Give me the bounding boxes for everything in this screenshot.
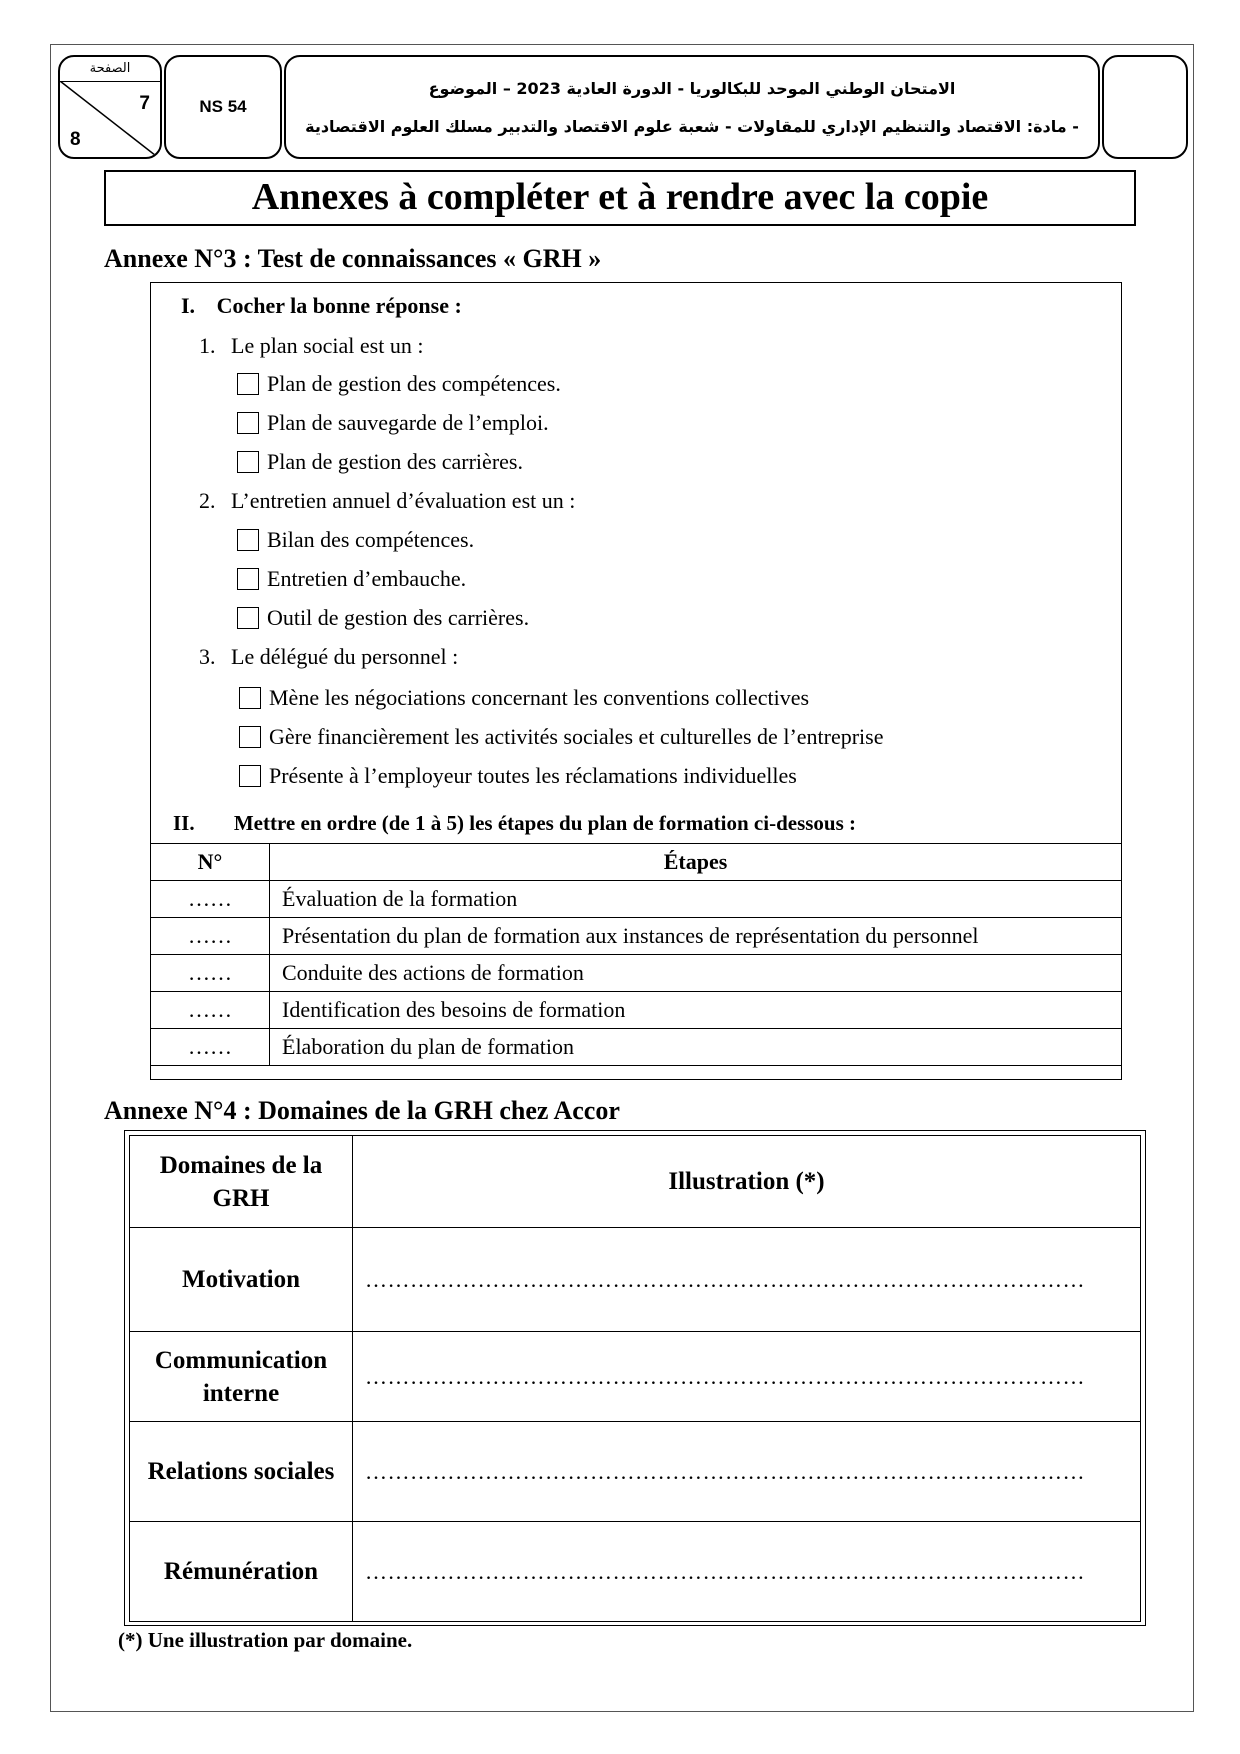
step-order-field[interactable]: ……	[151, 918, 270, 955]
option-label: Outil de gestion des carrières.	[267, 605, 530, 630]
option-q1-b[interactable]	[237, 410, 549, 436]
checkbox[interactable]	[237, 529, 259, 551]
section1-num: I.	[181, 293, 196, 318]
header-illustration: Illustration (*)	[353, 1136, 1141, 1228]
grh-domains-table	[129, 1135, 1141, 1622]
step-order-field[interactable]: ……	[151, 1029, 270, 1066]
header-num: N°	[151, 844, 270, 881]
footnote: (*) Une illustration par domaine.	[118, 1628, 413, 1652]
checkbox[interactable]	[237, 568, 259, 590]
header-steps: Étapes	[270, 844, 1122, 881]
option-q2-b[interactable]	[237, 566, 466, 592]
page-number-box	[58, 55, 162, 159]
page-title: Annexes à compléter et à rendre avec la copie	[104, 170, 1136, 226]
question-text: Le plan social est un :	[231, 333, 424, 358]
header-blank-box	[1102, 55, 1188, 159]
illustration-field[interactable]: ……………………………………………………………………………………	[353, 1228, 1141, 1332]
question-num: 1.	[199, 333, 216, 358]
table-row	[151, 1029, 1122, 1066]
table-row	[151, 992, 1122, 1029]
table-header-row	[130, 1136, 1141, 1228]
domain-label: Rémunération	[130, 1522, 353, 1622]
page-label: الصفحة	[60, 59, 160, 82]
question-2	[199, 488, 575, 514]
annex4-title: Annexe N°4 : Domaines de la GRH chez Accor	[104, 1096, 620, 1125]
annex3-title: Annexe N°3 : Test de connaissances « GRH »	[104, 244, 602, 273]
exam-header-title	[284, 55, 1100, 159]
option-q1-c[interactable]	[237, 449, 523, 475]
domain-label: Relations sociales	[130, 1422, 353, 1522]
question-text: L’entretien annuel d’évaluation est un :	[231, 488, 576, 513]
option-label: Entretien d’embauche.	[267, 566, 467, 591]
domain-label: Communication interne	[130, 1332, 353, 1422]
step-label: Identification des besoins de formation	[270, 992, 1122, 1029]
section2-num: II.	[173, 811, 195, 835]
question-1	[199, 333, 423, 359]
page-current: 7	[139, 93, 150, 114]
checkbox[interactable]	[237, 451, 259, 473]
table-row	[130, 1228, 1141, 1332]
illustration-field[interactable]: ……………………………………………………………………………………	[353, 1522, 1141, 1622]
step-order-field[interactable]: ……	[151, 955, 270, 992]
option-q3-b[interactable]	[239, 724, 884, 750]
section2-text: Mettre en ordre (de 1 à 5) les étapes du plan de formation ci-dessous :	[233, 811, 857, 835]
checkbox[interactable]	[237, 412, 259, 434]
table-row	[151, 955, 1122, 992]
checkbox[interactable]	[237, 373, 259, 395]
header-domains: Domaines de la GRH	[130, 1136, 353, 1228]
option-label: Gère financièrement les activités sociales et culturelles de l’entreprise	[269, 724, 884, 749]
training-steps-table	[150, 843, 1122, 1066]
table-row	[130, 1332, 1141, 1422]
option-q3-c[interactable]	[239, 763, 797, 789]
exam-header-line1: الامتحان الوطني الموحد للبكالوريا - الدورة العادية 2023 – الموضوع	[428, 79, 956, 98]
option-label: Plan de gestion des compétences.	[267, 371, 561, 396]
section1-title	[181, 293, 462, 319]
step-label: Présentation du plan de formation aux instances de représentation du personnel	[270, 918, 1122, 955]
annex4-table-frame	[124, 1130, 1146, 1626]
illustration-field[interactable]: ……………………………………………………………………………………	[353, 1422, 1141, 1522]
table-row	[130, 1422, 1141, 1522]
question-num: 3.	[199, 644, 216, 669]
checkbox[interactable]	[239, 687, 261, 709]
table-row	[130, 1522, 1141, 1622]
checkbox[interactable]	[237, 607, 259, 629]
page-total: 8	[70, 129, 81, 150]
step-label: Conduite des actions de formation	[270, 955, 1122, 992]
table-row	[151, 881, 1122, 918]
option-q2-a[interactable]	[237, 527, 474, 553]
option-label: Plan de gestion des carrières.	[267, 449, 523, 474]
table-header-row	[151, 844, 1122, 881]
checkbox[interactable]	[239, 726, 261, 748]
question-3	[199, 644, 458, 670]
step-label: Élaboration du plan de formation	[270, 1029, 1122, 1066]
step-label: Évaluation de la formation	[270, 881, 1122, 918]
question-text: Le délégué du personnel :	[231, 644, 459, 669]
illustration-field[interactable]: ……………………………………………………………………………………	[353, 1332, 1141, 1422]
step-order-field[interactable]: ……	[151, 881, 270, 918]
table-row	[151, 918, 1122, 955]
option-q1-a[interactable]	[237, 371, 561, 397]
section2-title	[173, 811, 856, 836]
option-label: Bilan des compétences.	[267, 527, 475, 552]
question-num: 2.	[199, 488, 216, 513]
section1-text: Cocher la bonne réponse :	[216, 293, 462, 318]
exam-header-line2: - مادة: الاقتصاد والتنظيم الإداري للمقاولات - شعبة علوم الاقتصاد والتدبير مسلك العلوم الاقتصادية	[305, 117, 1079, 136]
option-q3-a[interactable]	[239, 685, 809, 711]
step-order-field[interactable]: ……	[151, 992, 270, 1029]
option-q2-c[interactable]	[237, 605, 529, 631]
option-label: Présente à l’employeur toutes les réclamations individuelles	[269, 763, 797, 788]
option-label: Plan de sauvegarde de l’emploi.	[267, 410, 549, 435]
option-label: Mène les négociations concernant les conventions collectives	[269, 685, 810, 710]
exam-code: NS 54	[164, 55, 282, 159]
checkbox[interactable]	[239, 765, 261, 787]
annex3-box	[150, 282, 1122, 1080]
domain-label: Motivation	[130, 1228, 353, 1332]
